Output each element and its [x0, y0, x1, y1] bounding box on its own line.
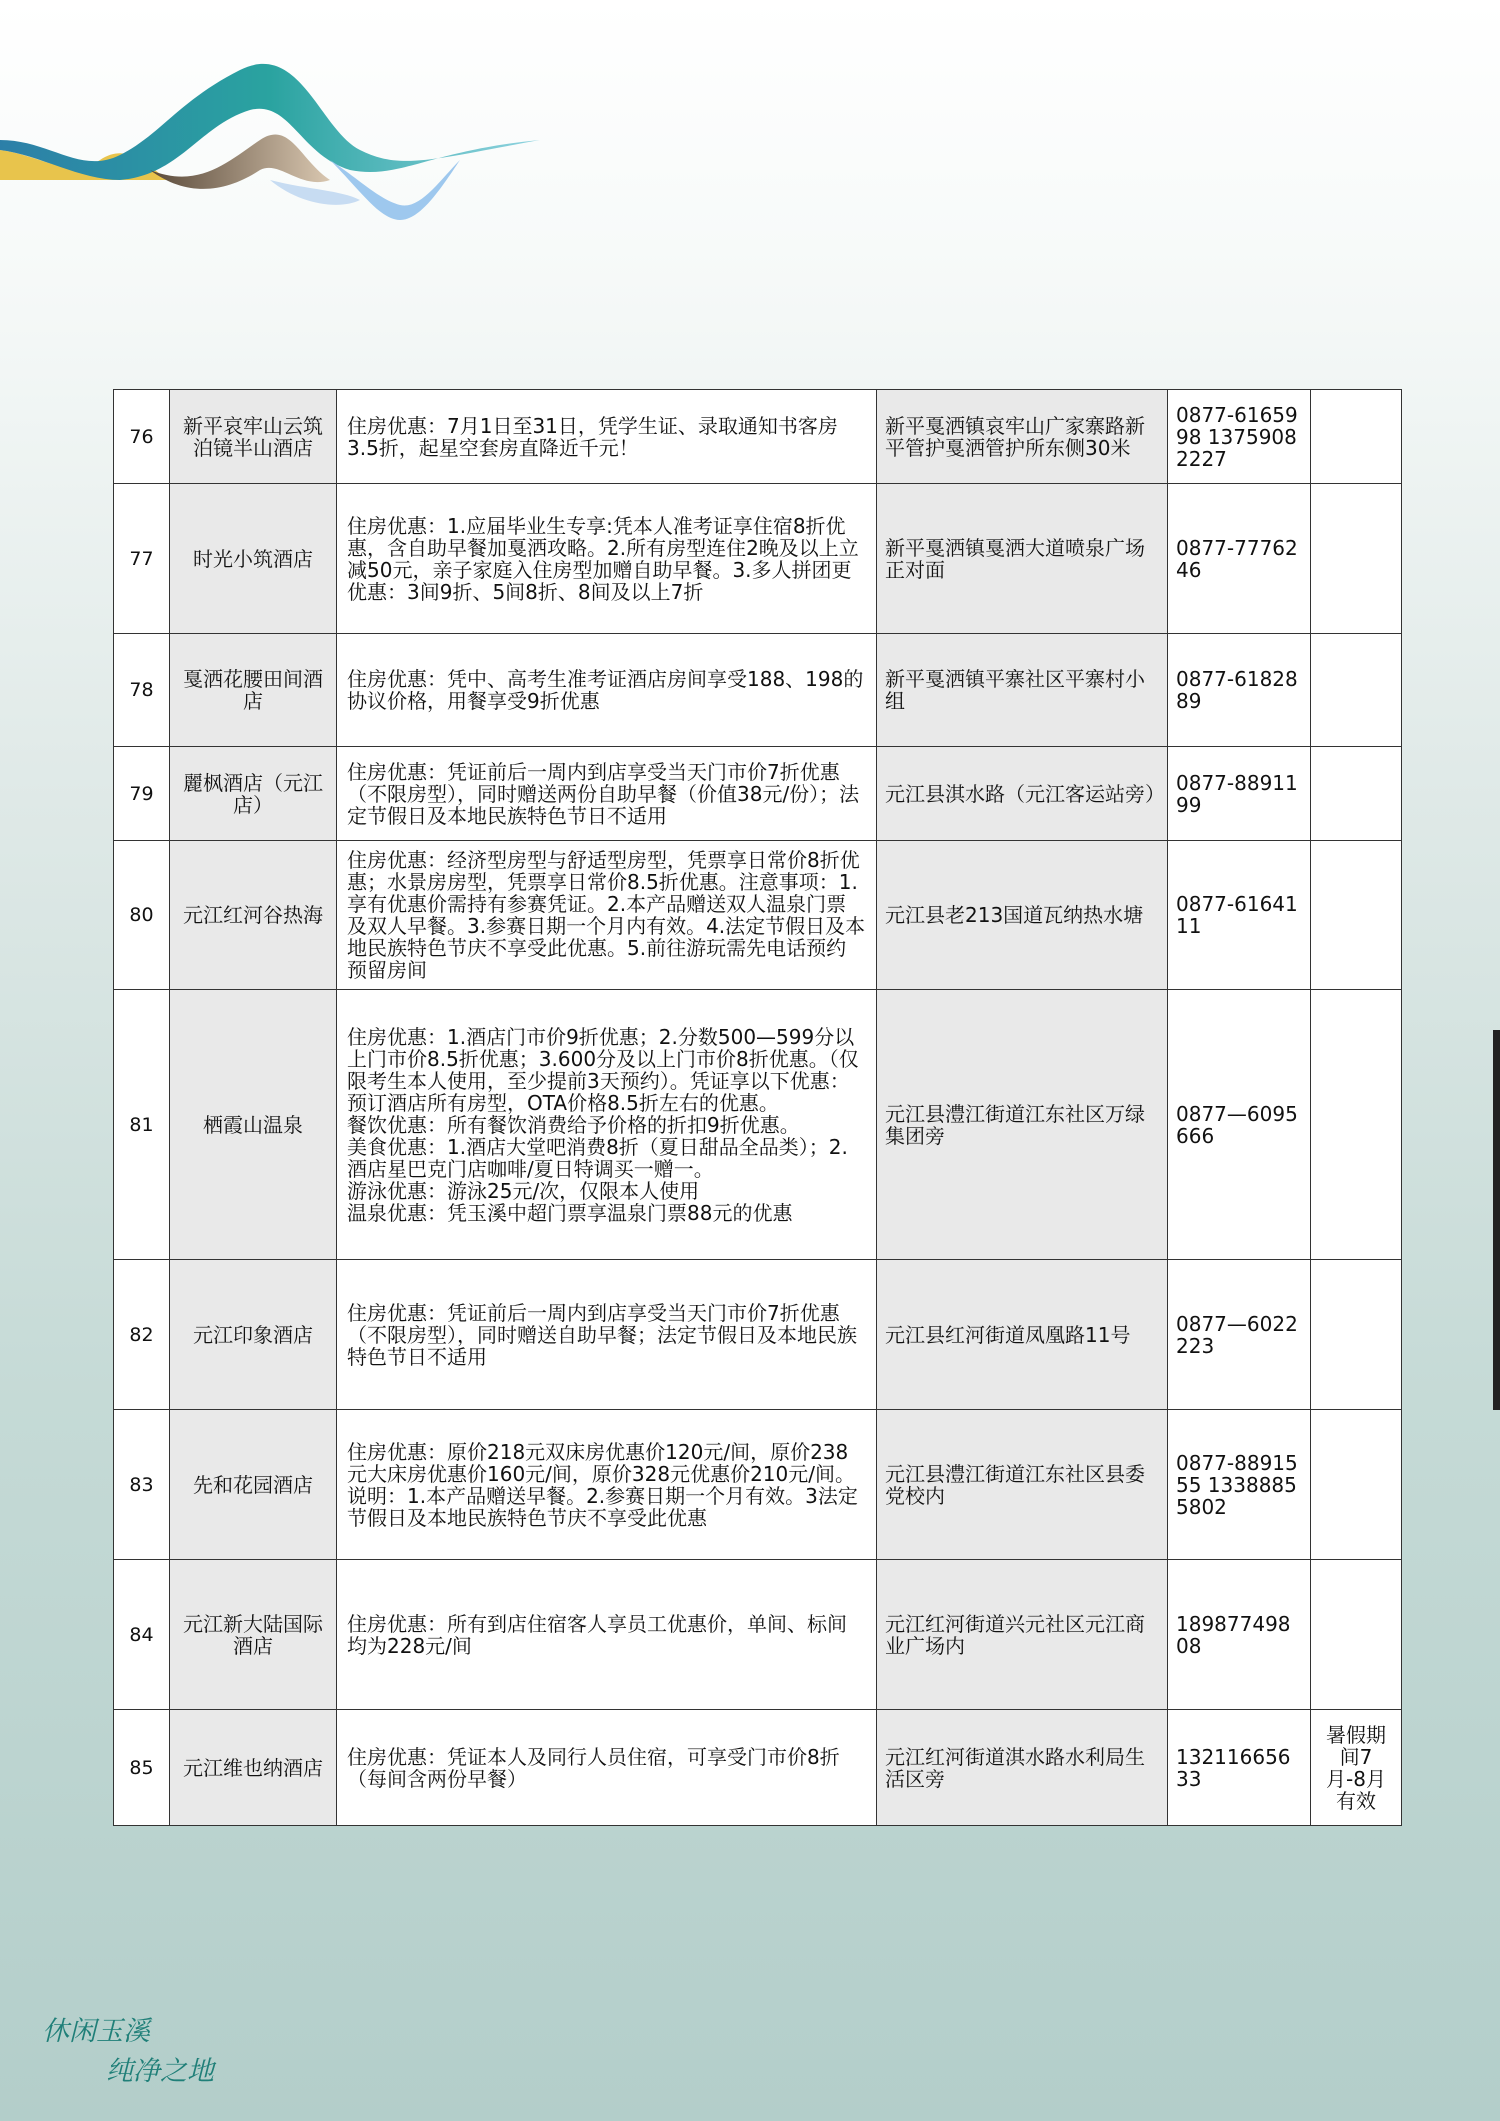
- hotel-address: 新平戛洒镇哀牢山广家寨路新平管护戛洒管护所东侧30米: [877, 390, 1168, 484]
- hotel-discount-table: [113, 389, 1401, 1826]
- remark: [1311, 1260, 1402, 1410]
- slogan-calligraphy: [40, 2010, 260, 2090]
- table-row: [114, 1560, 1402, 1710]
- discount-description: 住房优惠：原价218元双床房优惠价120元/间，原价238元大床房优惠价160元/间，原价328元优惠价210元/间。说明：1.本产品赠送早餐。2.参赛日期一个月有效。3法定节假日及本地民族特色节庆不享受此优惠: [337, 1410, 877, 1560]
- table-row: [114, 990, 1402, 1260]
- discount-description: 住房优惠：经济型房型与舒适型房型，凭票享日常价8折优惠；水景房房型，凭票享日常价8.5折优惠。注意事项：1.享有优惠价需持有参赛凭证。2.本产品赠送双人温泉门票及双人早餐。3.参赛日期一个月内有效。4.法定节假日及本地民族特色节庆不享受此优惠。5.前往游玩需先电话预约预留房间: [337, 841, 877, 990]
- discount-description: 住房优惠：7月1日至31日，凭学生证、录取通知书客房3.5折，起星空套房直降近千元！: [337, 390, 877, 484]
- discount-description: 住房优惠：凭证前后一周内到店享受当天门市价7折优惠（不限房型），同时赠送两份自助早餐（价值38元/份）；法定节假日及本地民族特色节日不适用: [337, 747, 877, 841]
- table-row: [114, 1410, 1402, 1560]
- hotel-name: 栖霞山温泉: [170, 990, 337, 1260]
- hotel-phone: 0877-8891555 13388855802: [1168, 1410, 1311, 1560]
- hotel-phone: 0877-6165998 13759082227: [1168, 390, 1311, 484]
- hotel-name: 戛洒花腰田间酒店: [170, 634, 337, 747]
- table-row: [114, 484, 1402, 634]
- discount-description: 住房优惠：所有到店住宿客人享员工优惠价，单间、标间均为228元/间: [337, 1560, 877, 1710]
- hotel-name: 元江红河谷热海: [170, 841, 337, 990]
- header-wave-decoration: [0, 40, 560, 240]
- table-row: [114, 634, 1402, 747]
- hotel-address: 元江县澧江街道江东社区万绿集团旁: [877, 990, 1168, 1260]
- hotel-name: 元江新大陆国际酒店: [170, 1560, 337, 1710]
- hotel-address: 元江县澧江街道江东社区县委党校内: [877, 1410, 1168, 1560]
- hotel-phone: 0877-6164111: [1168, 841, 1311, 990]
- table-row: [114, 390, 1402, 484]
- slogan-line-1: 休闲玉溪: [42, 2016, 150, 2047]
- hotel-name: 时光小筑酒店: [170, 484, 337, 634]
- row-number: 83: [114, 1410, 170, 1560]
- remark: [1311, 841, 1402, 990]
- remark: 暑假期间7月-8月有效: [1311, 1710, 1402, 1826]
- discount-description: 住房优惠：1.酒店门市价9折优惠；2.分数500—599分以上门市价8.5折优惠；3.600分及以上门市价8折优惠。（仅限考生本人使用，至少提前3天预约）。凭证享以下优惠：预订酒店所有房型，OTA价格8.5折左右的优惠。 餐饮优惠：所有餐饮消费给予价格的折扣9折优惠。 美食优惠：1.酒店大堂吧消费8折（夏日甜品全品类）；2.酒店星巴克门店咖啡/夏日特调买一赠一。 游泳优惠：游泳25元/次，仅限本人使用 温泉优惠：凭玉溪中超门票享温泉门票88元的优惠: [337, 990, 877, 1260]
- row-number: 84: [114, 1560, 170, 1710]
- remark: [1311, 1560, 1402, 1710]
- hotel-address: 元江县红河街道凤凰路11号: [877, 1260, 1168, 1410]
- remark: [1311, 634, 1402, 747]
- remark: [1311, 484, 1402, 634]
- hotel-address: 新平戛洒镇平寨社区平寨村小组: [877, 634, 1168, 747]
- hotel-phone: 0877-6182889: [1168, 634, 1311, 747]
- row-number: 78: [114, 634, 170, 747]
- row-number: 79: [114, 747, 170, 841]
- remark: [1311, 390, 1402, 484]
- side-edge-bar: [1493, 1030, 1500, 1410]
- table-row: [114, 747, 1402, 841]
- hotel-phone: 0877-7776246: [1168, 484, 1311, 634]
- table-row: [114, 841, 1402, 990]
- remark: [1311, 990, 1402, 1260]
- hotel-address: 新平戛洒镇戛洒大道喷泉广场正对面: [877, 484, 1168, 634]
- discount-description: 住房优惠：1.应届毕业生专享:凭本人准考证享住宿8折优惠，含自助早餐加戛洒攻略。2.所有房型连住2晚及以上立减50元，亲子家庭入住房型加赠自助早餐。3.多人拼团更优惠：3间9折、5间8折、8间及以上7折: [337, 484, 877, 634]
- table-row: [114, 1710, 1402, 1826]
- hotel-name: 先和花园酒店: [170, 1410, 337, 1560]
- hotel-phone: 0877—6095666: [1168, 990, 1311, 1260]
- row-number: 77: [114, 484, 170, 634]
- hotel-phone: 13211665633: [1168, 1710, 1311, 1826]
- discount-description: 住房优惠：凭证本人及同行人员住宿，可享受门市价8折（每间含两份早餐）: [337, 1710, 877, 1826]
- remark: [1311, 1410, 1402, 1560]
- row-number: 82: [114, 1260, 170, 1410]
- hotel-name: 元江印象酒店: [170, 1260, 337, 1410]
- hotel-phone: 0877—6022223: [1168, 1260, 1311, 1410]
- row-number: 80: [114, 841, 170, 990]
- discount-description: 住房优惠：凭证前后一周内到店享受当天门市价7折优惠（不限房型），同时赠送自助早餐；法定节假日及本地民族特色节日不适用: [337, 1260, 877, 1410]
- hotel-name: 元江维也纳酒店: [170, 1710, 337, 1826]
- hotel-name: 麗枫酒店（元江店）: [170, 747, 337, 841]
- row-number: 76: [114, 390, 170, 484]
- row-number: 81: [114, 990, 170, 1260]
- slogan-line-2: 纯净之地: [106, 2056, 214, 2087]
- remark: [1311, 747, 1402, 841]
- hotel-address: 元江红河街道淇水路水利局生活区旁: [877, 1710, 1168, 1826]
- row-number: 85: [114, 1710, 170, 1826]
- hotel-phone: 18987749808: [1168, 1560, 1311, 1710]
- discount-description: 住房优惠：凭中、高考生准考证酒店房间享受188、198的协议价格，用餐享受9折优惠: [337, 634, 877, 747]
- hotel-phone: 0877-8891199: [1168, 747, 1311, 841]
- hotel-address: 元江县淇水路（元江客运站旁）: [877, 747, 1168, 841]
- hotel-address: 元江县老213国道瓦纳热水塘: [877, 841, 1168, 990]
- hotel-name: 新平哀牢山云筑泊镜半山酒店: [170, 390, 337, 484]
- table-row: [114, 1260, 1402, 1410]
- hotel-address: 元江红河街道兴元社区元江商业广场内: [877, 1560, 1168, 1710]
